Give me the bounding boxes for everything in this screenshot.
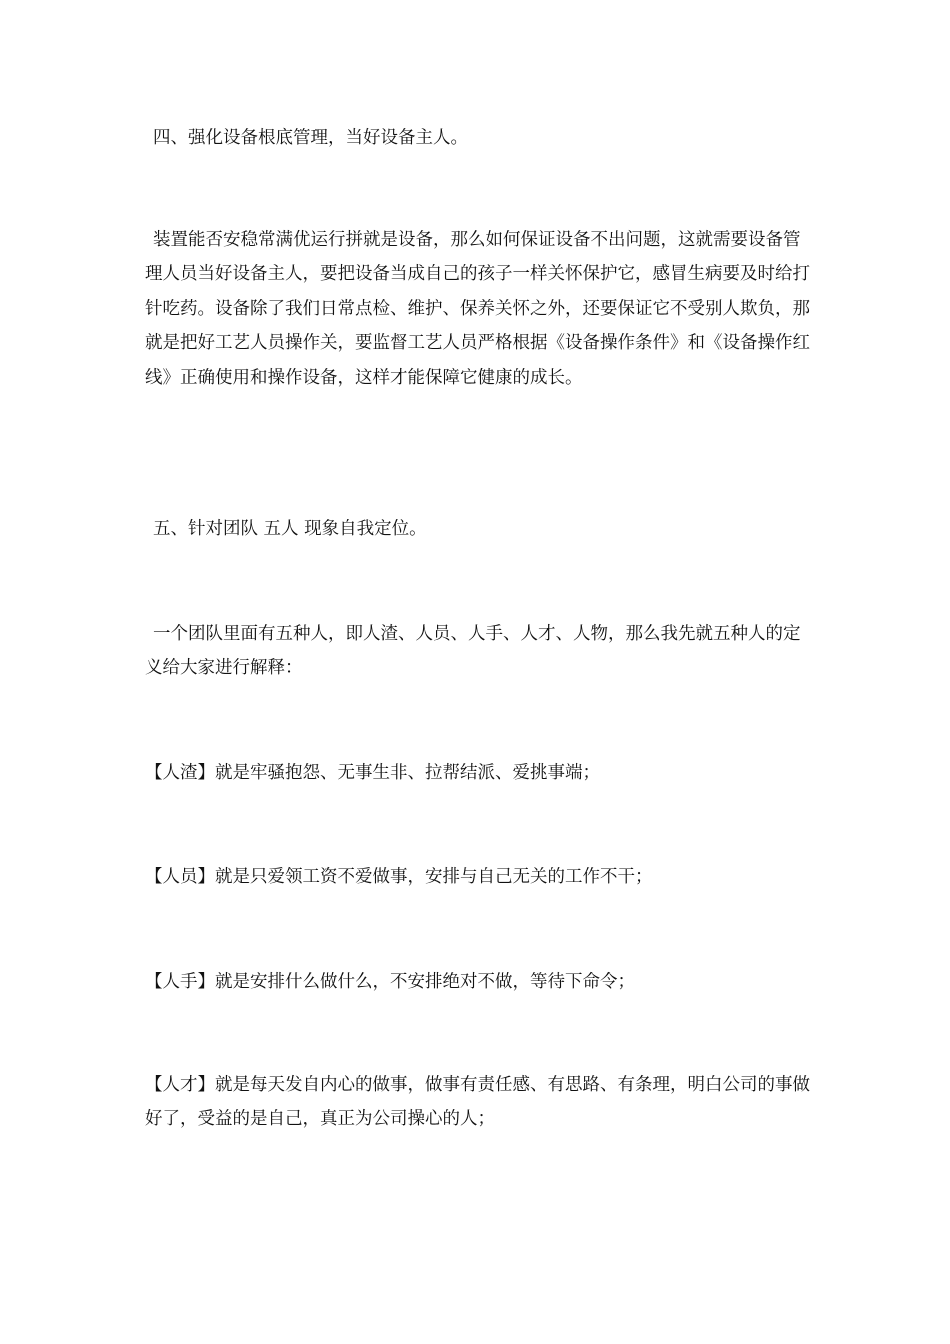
section-heading-4: 四、强化设备根底管理，当好设备主人。 bbox=[153, 128, 468, 148]
definition-renyuan: 【人员】就是只爱领工资不爱做事，安排与自己无关的工作不干； bbox=[145, 867, 653, 887]
definition-renshou: 【人手】就是安排什么做什么，不安排绝对不做，等待下命令； bbox=[145, 972, 635, 992]
definition-rencai: 【人才】就是每天发自内心的做事，做事有责任感、有思路、有条理，明白公司的事做好了，受益的是自己，真正为公司操心的人； bbox=[145, 1075, 810, 1130]
paragraph-equipment-management: 装置能否安稳常满优运行拼就是设备，那么如何保证设备不出问题，这就需要设备管理人员当好设备主人，要把设备当成自己的孩子一样关怀保护它，感冒生病要及时给打针吃药。设备除了我们日常点检、维护、保养关怀之外，还要保证它不受别人欺负，那就是把好工艺人员操作关，要监督工艺人员严格根据《设备操作条件》和《设备操作红线》正确使用和操作设备，这样才能保障它健康的成长。 bbox=[145, 230, 810, 388]
section-heading-5: 五、针对团队 五人 现象自我定位。 bbox=[153, 519, 427, 539]
definition-renzha: 【人渣】就是牢骚抱怨、无事生非、拉帮结派、爱挑事端； bbox=[145, 763, 600, 783]
paragraph-five-types-intro: 一个团队里面有五种人，即人渣、人员、人手、人才、人物，那么我先就五种人的定义给大家进行解释： bbox=[145, 624, 801, 679]
